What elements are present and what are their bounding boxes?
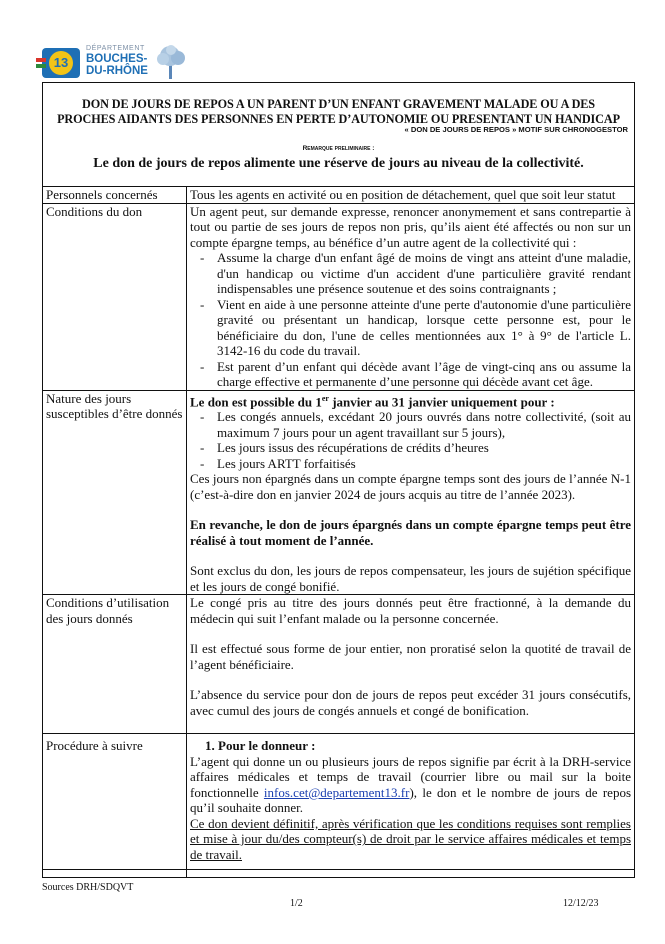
info-table bbox=[42, 186, 635, 878]
heading-text: Le don est possible du 1 bbox=[190, 393, 322, 409]
tree-icon bbox=[154, 44, 188, 80]
logo-text-line: BOUCHES- bbox=[86, 53, 148, 65]
list-item: - Est parent d’un enfant qui décède avant l’âge de vingt-cinq ans ou assume la charge effective et permanente d’une personne qui décède avant cet âge. bbox=[217, 359, 631, 390]
title-line: PROCHES AIDANTS DES PERSONNES EN PERTE D’AUTONOMIE OU PRESENTANT UN HANDICAP bbox=[57, 112, 620, 126]
row-content bbox=[187, 203, 635, 390]
table-row bbox=[43, 595, 635, 734]
conditions-list bbox=[190, 250, 631, 390]
heading-sup: er bbox=[321, 393, 329, 403]
procedure-step bbox=[218, 738, 631, 754]
logo-badge bbox=[42, 48, 80, 78]
email-link[interactable]: infos.cet@departement13.fr bbox=[263, 784, 410, 800]
nature-note: Ces jours non épargnés dans un compte épargne temps sont des jours de l’année N-1 (c’est-à-dire don en janvier 2024 de jours acquis au titre de l’année 2023). bbox=[190, 471, 631, 502]
procedure-text bbox=[190, 754, 631, 816]
logo-stripe bbox=[36, 64, 46, 68]
list-item: - Les jours ARTT forfaitisés bbox=[217, 456, 631, 472]
paragraph: Le congé pris au titre des jours donnés peut être fractionné, à la demande du médecin qui suit l’enfant malade ou la personne concernée. bbox=[190, 595, 631, 626]
row-content bbox=[187, 390, 635, 595]
table-row bbox=[43, 734, 635, 878]
list-item: - Vient en aide à une personne atteinte d'une perte d'autonomie d'une particulière gravité ou présentant un handicap, lorsque cette personne est, pour le bénéficiaire du don, l'une de celles mentionnées aux 1° à 9° de l'article L. 3142-16 du code du travail. bbox=[217, 297, 631, 359]
table-row bbox=[43, 187, 635, 204]
row-content bbox=[187, 734, 635, 878]
logo-text-department: DÉPARTEMENT bbox=[86, 45, 145, 52]
cet-note: En revanche, le don de jours épargnés dans un compte épargne temps peut être réalisé à tout moment de l’année. bbox=[190, 517, 631, 548]
row-label: Nature des jours susceptibles d’être donnés bbox=[43, 390, 187, 595]
logo-text-line: DU-RHÔNE bbox=[86, 65, 148, 77]
paragraph: Il est effectué sous forme de jour entier, non proratisé selon la quotité de travail de l’agent bénéficiaire. bbox=[190, 641, 631, 672]
conditions-intro: Un agent peut, sur demande expresse, renoncer anonymement et sans contrepartie à tout ou partie de ses jours de repos non pris, qu’ils aient été affectés ou non sur un compte épargne temps, au bénéfice d’un autre agent de la collectivité qui : bbox=[190, 203, 631, 250]
row-content bbox=[187, 595, 635, 734]
row-label: Conditions du don bbox=[43, 203, 187, 390]
procedure-steps bbox=[190, 738, 631, 754]
logo-text-name bbox=[86, 53, 148, 77]
table-row bbox=[43, 203, 635, 390]
logo-number: 13 bbox=[49, 51, 73, 75]
exclusions-note: Sont exclus du don, les jours de repos compensateur, les jours de sujétion spécifique et les jours de congé bonifié. bbox=[190, 563, 631, 594]
row-label: Procédure à suivre bbox=[43, 734, 187, 878]
department-logo bbox=[42, 44, 192, 80]
title-line: DON DE JOURS DE REPOS A UN PARENT D’UN ENFANT GRAVEMENT MALADE OU A DES bbox=[82, 97, 595, 111]
remark-text: Le don de jours de repos alimente une réserve de jours au niveau de la collectivité. bbox=[93, 156, 584, 171]
nature-heading bbox=[190, 391, 631, 410]
table-row bbox=[43, 390, 635, 595]
document-title bbox=[43, 97, 634, 127]
row-label: Conditions d’utilisation des jours donnés bbox=[43, 595, 187, 734]
nature-list bbox=[190, 409, 631, 471]
page-number: 1/2 bbox=[290, 898, 303, 909]
row-label: Personnels concernés bbox=[43, 187, 187, 204]
document-subtitle: « DON DE JOURS DE REPOS » MOTIF SUR CHRONOGESTOR bbox=[404, 125, 628, 134]
footer-source: Sources DRH/SDQVT bbox=[42, 882, 134, 893]
row-content: Tous les agents en activité ou en position de détachement, quel que soit leur statut bbox=[187, 187, 635, 204]
list-item: - Les congés annuels, excédant 20 jours ouvrés dans notre collectivité, (soit au maximum 7 jours pour un agent travaillant sur 5 jours), bbox=[217, 409, 631, 440]
procedure-text-part: ), le don et le nombre de jours de repos qu’il souhaite donner. bbox=[190, 784, 631, 816]
footer-date: 12/12/23 bbox=[563, 898, 599, 909]
procedure-text-part: L’agent qui donne un ou plusieurs jours de repos signifie par écrit à la DRH-service affaires médicales et temps de travail (courrier libre ou mail sur la boite fonctionnelle bbox=[190, 753, 631, 800]
logo-stripe bbox=[36, 58, 46, 62]
procedure-final-note: Ce don devient définitif, après vérification que les conditions requises sont remplies et mise à jour du/des compteur(s) de droit par le service affaires médicales et temps de travail. bbox=[190, 815, 631, 862]
heading-text: janvier au 31 janvier uniquement pour : bbox=[328, 393, 555, 409]
list-item: - Assume la charge d'un enfant âgé de moins de vingt ans atteint d'une maladie, d'un handicap ou victime d'un accident d'une particulière gravité rendant indispensables une présence soutenue et des soins contraignants ; bbox=[217, 250, 631, 297]
remark-label: Remarque preliminaire : bbox=[302, 145, 375, 152]
step-title: Pour le donneur : bbox=[218, 738, 316, 754]
list-item: - Les jours issus des récupérations de crédits d’heures bbox=[217, 440, 631, 456]
paragraph: L’absence du service pour don de jours de repos peut excéder 31 jours consécutifs, avec cumul des jours de congés annuels et congé de bonification. bbox=[190, 687, 631, 718]
